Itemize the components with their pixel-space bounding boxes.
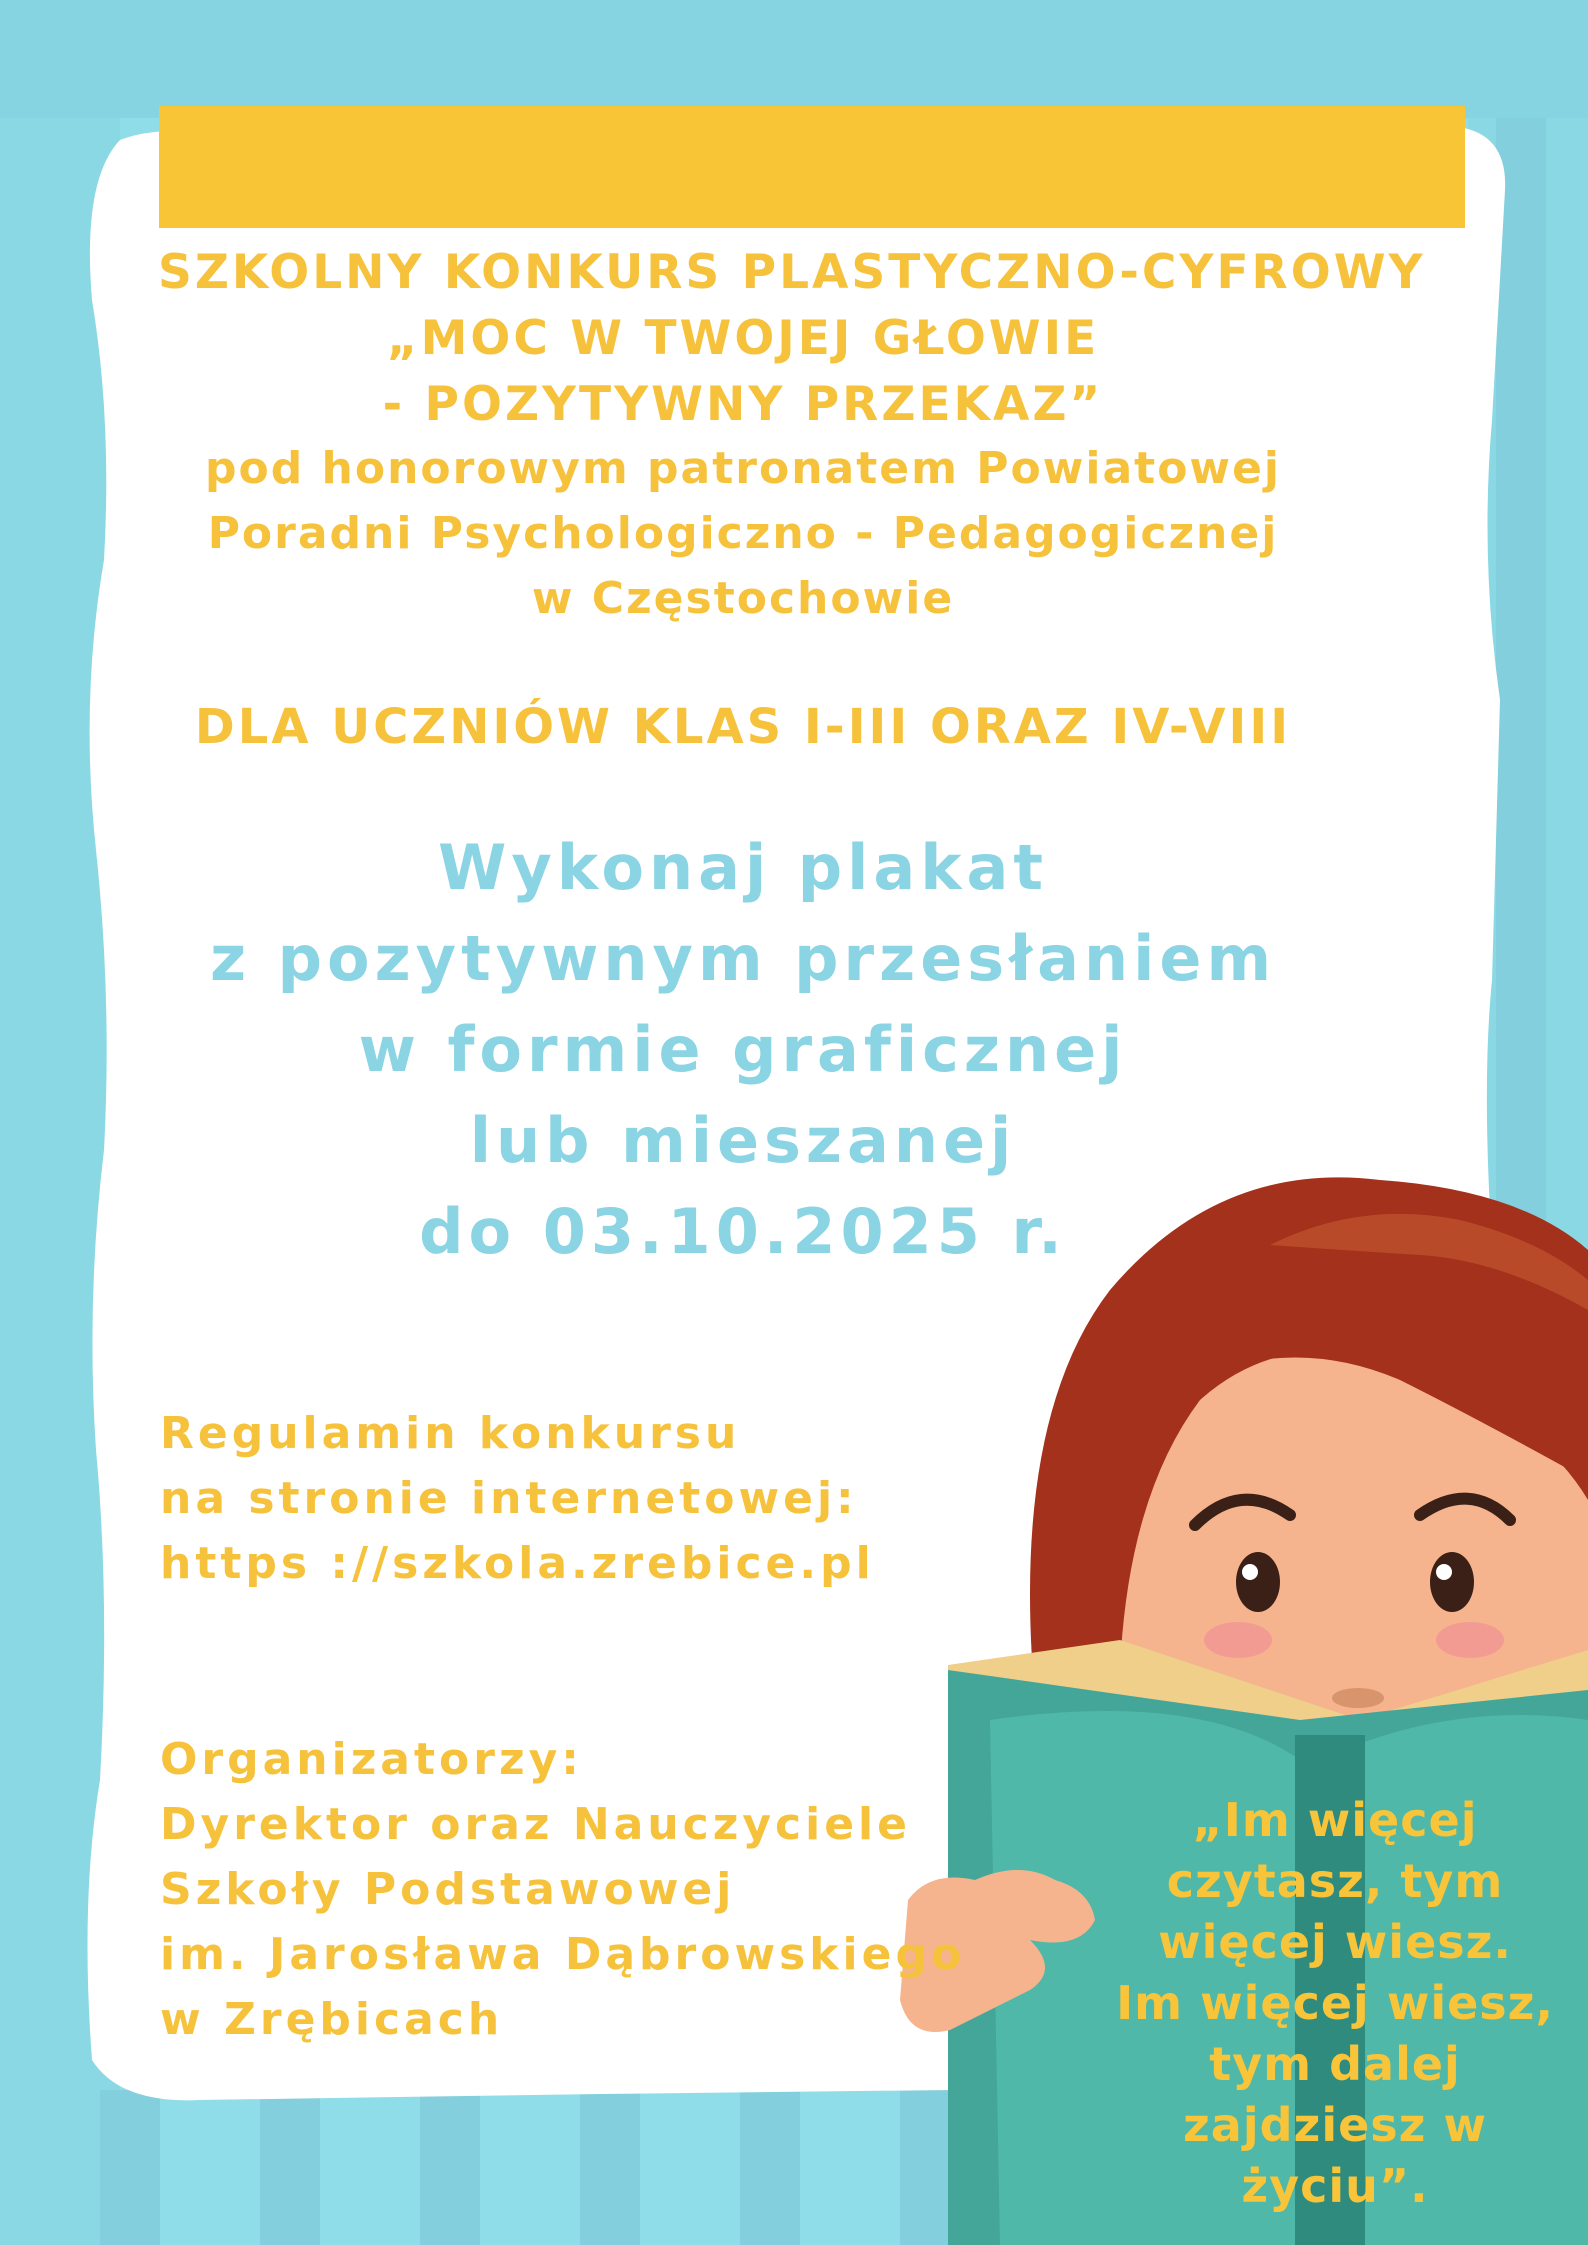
task-line: Wykonaj plakat xyxy=(438,831,1048,904)
quote-line: zajdziesz w życiu”. xyxy=(1183,2098,1487,2213)
quote-line: Im więcej wiesz, xyxy=(1116,1976,1554,2030)
task-line: lub mieszanej xyxy=(469,1104,1017,1177)
organizers-line: Szkoły Podstawowej xyxy=(160,1864,736,1915)
task-line: w formie graficznej xyxy=(358,1013,1128,1086)
quote-line: „Im więcej xyxy=(1192,1793,1478,1847)
task-deadline: do 03.10.2025 r. xyxy=(419,1195,1067,1268)
title-line: „MOC W TWOJEJ GŁOWIE xyxy=(386,311,1100,366)
organizers-line: im. Jarosława Dąbrowskiego xyxy=(160,1929,966,1980)
organizers-line: w Zrębicach xyxy=(160,1994,504,2045)
quote-line: czytasz, tym xyxy=(1166,1854,1504,1908)
quote-line: tym dalej xyxy=(1209,2037,1461,2091)
quote-line: więcej wiesz. xyxy=(1158,1915,1512,1969)
reading-quote xyxy=(1095,1790,1575,2217)
patronage-line: Poradni Psychologiczno - Pedagogicznej xyxy=(207,508,1279,559)
organizers-heading: Organizatorzy: xyxy=(160,1734,583,1785)
patronage-line: w Częstochowie xyxy=(531,573,955,624)
title-line: - POZYTYWNY PRZEKAZ” xyxy=(382,377,1104,432)
patronage-line: pod honorowym patronatem Powiatowej xyxy=(204,443,1281,494)
organizers-line: Dyrektor oraz Nauczyciele xyxy=(160,1799,911,1850)
audience-text: DLA UCZNIÓW KLAS I-III ORAZ IV-VIII xyxy=(194,699,1292,755)
rules-link[interactable]: https ://szkola.zrebice.pl xyxy=(160,1538,875,1589)
title-line: SZKOLNY KONKURS PLASTYCZNO-CYFROWY xyxy=(158,245,1426,300)
task-line: z pozytywnym przesłaniem xyxy=(209,922,1277,995)
organizers-text xyxy=(160,1727,965,2052)
rules-line: na stronie internetowej: xyxy=(160,1473,858,1524)
rules-line: Regulamin konkursu xyxy=(160,1408,741,1459)
